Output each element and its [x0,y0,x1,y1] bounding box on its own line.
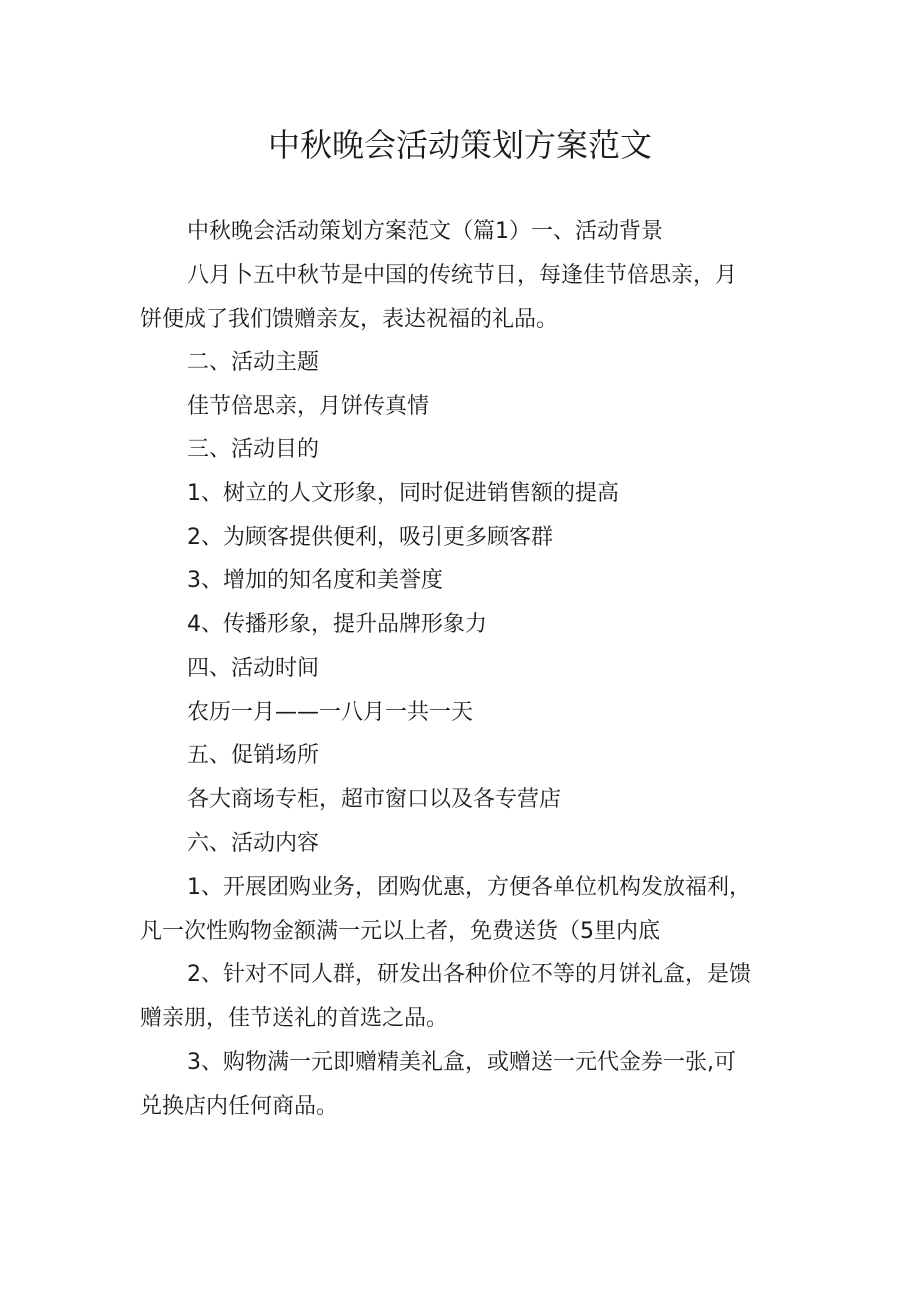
text-line-content-3b: 兑换店内任何商品。 [140,1094,339,1119]
text-line-content-1a: 1、开展团购业务，团购优惠，方便各单位机构发放福利， [187,875,751,900]
text-line-venue: 各大商场专柜，超市窗口以及各专营店 [187,787,562,812]
text-line-time: 农历一月——一八月一共一天 [187,700,474,725]
text-line-paragraph-1a: 八月卜五中秋节是中国的传统节日，每逢佳节倍思亲，月 [187,263,738,288]
text-line-paragraph-1b: 饼便成了我们馈赠亲友，表达祝福的礼品。 [140,307,559,332]
text-line-heading-1: 中秋晚会活动策划方案范文（篇1）一、活动背景 [187,219,663,244]
text-line-goal-3: 3、增加的知名度和美誉度 [187,568,443,593]
text-line-content-2b: 赠亲朋，佳节送礼的首选之品。 [140,1006,449,1031]
text-line-heading-2: 二、活动主题 [187,350,320,375]
text-line-goal-1: 1、树立的人文形象，同时促进销售额的提高 [187,481,619,506]
text-line-content-3a: 3、购物满一元即赠精美礼盒，或赠送一元代金券一张,可 [187,1050,736,1075]
document-title: 中秋晚会活动策划方案范文 [267,126,652,164]
text-line-heading-5: 五、促销场所 [187,743,320,768]
text-line-content-1b: 凡一次性购物金额满一元以上者，免费送货（5里内底 [140,919,660,944]
text-line-heading-3: 三、活动目的 [187,437,320,462]
text-line-content-2a: 2、针对不同人群，研发出各种价位不等的月饼礼盒，是馈 [187,962,751,987]
text-line-theme: 佳节倍思亲，月饼传真情 [187,394,430,419]
text-line-heading-6: 六、活动内容 [187,831,320,856]
text-line-heading-4: 四、活动时间 [187,656,320,681]
text-line-goal-4: 4、传播形象，提升品牌形象力 [187,612,487,637]
text-line-goal-2: 2、为顾客提供便利，吸引更多顾客群 [187,525,553,550]
